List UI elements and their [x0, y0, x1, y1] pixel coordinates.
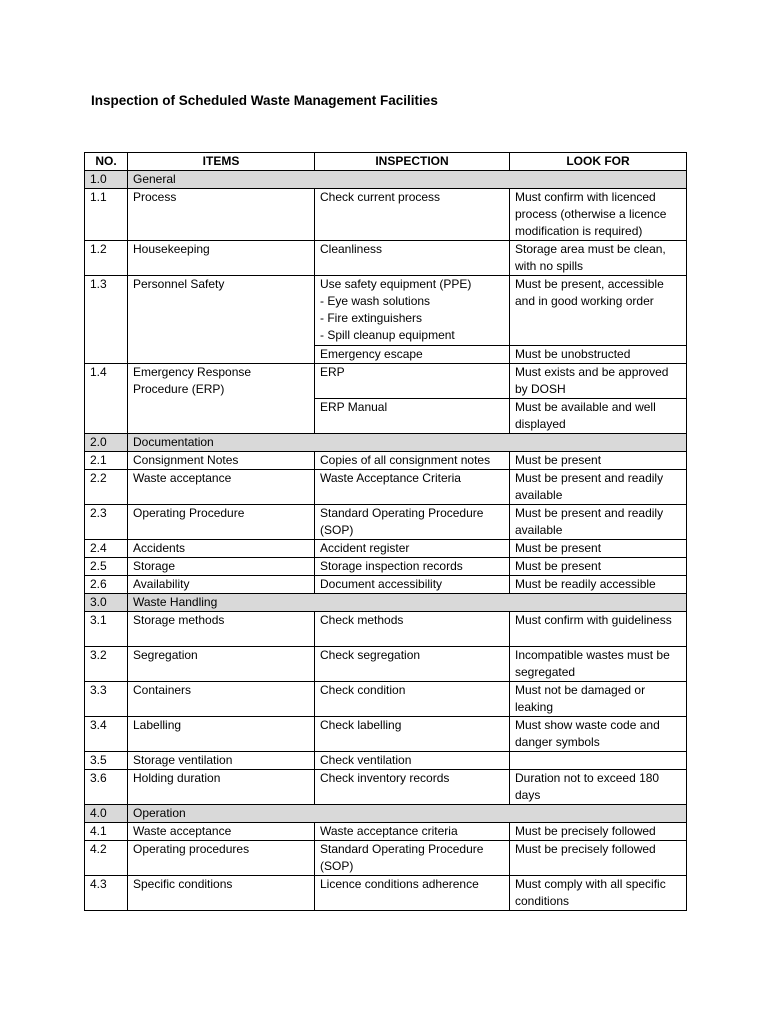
table-header-row	[85, 153, 687, 171]
section-number: 4.0	[85, 805, 128, 823]
row-item: Housekeeping	[128, 241, 315, 276]
table-row	[85, 647, 687, 682]
row-item: Storage methods	[128, 612, 315, 647]
row-inspection: Storage inspection records	[315, 558, 510, 576]
row-inspection: Licence conditions adherence	[315, 876, 510, 911]
row-number: 2.5	[85, 558, 128, 576]
table-row	[85, 452, 687, 470]
section-title: Documentation	[128, 434, 687, 452]
row-look-for: Incompatible wastes must be segregated	[510, 647, 687, 682]
header-inspection: INSPECTION	[315, 153, 510, 171]
table-row	[85, 841, 687, 876]
row-inspection: Check inventory records	[315, 770, 510, 805]
row-look-for: Must be present	[510, 452, 687, 470]
row-number: 4.1	[85, 823, 128, 841]
row-look-for: Must be precisely followed	[510, 823, 687, 841]
section-number: 2.0	[85, 434, 128, 452]
row-item: Operating Procedure	[128, 505, 315, 540]
table-row	[85, 189, 687, 241]
table-row	[85, 364, 687, 399]
row-item: Emergency Response Procedure (ERP)	[128, 364, 315, 434]
header-look-for: LOOK FOR	[510, 153, 687, 171]
row-number: 2.6	[85, 576, 128, 594]
section-row	[85, 805, 687, 823]
section-row	[85, 171, 687, 189]
row-inspection: Waste acceptance criteria	[315, 823, 510, 841]
row-number: 3.5	[85, 752, 128, 770]
row-number: 1.4	[85, 364, 128, 434]
table-row	[85, 717, 687, 752]
header-items: ITEMS	[128, 153, 315, 171]
row-look-for: Must exists and be approved by DOSH	[510, 364, 687, 399]
row-look-for: Must be readily accessible	[510, 576, 687, 594]
row-look-for: Must comply with all specific conditions	[510, 876, 687, 911]
row-item: Consignment Notes	[128, 452, 315, 470]
table-row	[85, 505, 687, 540]
row-look-for: Storage area must be clean, with no spills	[510, 241, 687, 276]
row-item: Process	[128, 189, 315, 241]
row-inspection: Cleanliness	[315, 241, 510, 276]
row-look-for: Must show waste code and danger symbols	[510, 717, 687, 752]
table-row	[85, 612, 687, 647]
row-item: Labelling	[128, 717, 315, 752]
inspection-table	[84, 152, 687, 911]
section-title: Waste Handling	[128, 594, 687, 612]
row-number: 4.3	[85, 876, 128, 911]
row-item: Operating procedures	[128, 841, 315, 876]
row-number: 3.6	[85, 770, 128, 805]
row-number: 2.3	[85, 505, 128, 540]
table-body	[85, 171, 687, 911]
row-inspection: Accident register	[315, 540, 510, 558]
table-row	[85, 823, 687, 841]
row-inspection: Document accessibility	[315, 576, 510, 594]
row-item: Segregation	[128, 647, 315, 682]
row-look-for: Must confirm with guideliness	[510, 612, 687, 647]
row-look-for: Must be precisely followed	[510, 841, 687, 876]
table-row	[85, 540, 687, 558]
row-inspection: ERP	[315, 364, 510, 399]
row-inspection: Check labelling	[315, 717, 510, 752]
header-no: NO.	[85, 153, 128, 171]
row-inspection: Use safety equipment (PPE) - Eye wash solutions - Fire extinguishers - Spill cleanup equipment	[315, 276, 510, 346]
row-look-for: Must be available and well displayed	[510, 399, 687, 434]
row-item: Personnel Safety	[128, 276, 315, 364]
row-number: 4.2	[85, 841, 128, 876]
row-number: 1.3	[85, 276, 128, 364]
row-number: 1.1	[85, 189, 128, 241]
section-number: 1.0	[85, 171, 128, 189]
section-row	[85, 434, 687, 452]
row-item: Availability	[128, 576, 315, 594]
row-look-for: Must be present and readily available	[510, 470, 687, 505]
row-inspection: Standard Operating Procedure (SOP)	[315, 505, 510, 540]
row-inspection: Emergency escape	[315, 346, 510, 364]
row-look-for: Must not be damaged or leaking	[510, 682, 687, 717]
row-item: Waste acceptance	[128, 470, 315, 505]
row-inspection: Standard Operating Procedure (SOP)	[315, 841, 510, 876]
row-number: 2.1	[85, 452, 128, 470]
table-row	[85, 241, 687, 276]
row-number: 3.1	[85, 612, 128, 647]
page-title: Inspection of Scheduled Waste Management Facilities	[91, 93, 438, 108]
row-look-for: Must be unobstructed	[510, 346, 687, 364]
row-number: 1.2	[85, 241, 128, 276]
table-row	[85, 876, 687, 911]
row-item: Containers	[128, 682, 315, 717]
row-inspection: Waste Acceptance Criteria	[315, 470, 510, 505]
row-inspection: Check condition	[315, 682, 510, 717]
table-row	[85, 682, 687, 717]
section-row	[85, 594, 687, 612]
row-number: 3.3	[85, 682, 128, 717]
row-item: Accidents	[128, 540, 315, 558]
row-inspection: Check segregation	[315, 647, 510, 682]
row-look-for: Must be present	[510, 540, 687, 558]
row-number: 2.4	[85, 540, 128, 558]
row-look-for: Duration not to exceed 180 days	[510, 770, 687, 805]
row-number: 2.2	[85, 470, 128, 505]
table-row	[85, 576, 687, 594]
table-row	[85, 770, 687, 805]
section-title: Operation	[128, 805, 687, 823]
row-item: Storage	[128, 558, 315, 576]
section-title: General	[128, 171, 687, 189]
row-number: 3.2	[85, 647, 128, 682]
row-item: Specific conditions	[128, 876, 315, 911]
table-row	[85, 558, 687, 576]
row-look-for: Must be present and readily available	[510, 505, 687, 540]
row-item: Waste acceptance	[128, 823, 315, 841]
row-inspection: Copies of all consignment notes	[315, 452, 510, 470]
row-inspection: ERP Manual	[315, 399, 510, 434]
row-inspection: Check methods	[315, 612, 510, 647]
section-number: 3.0	[85, 594, 128, 612]
table-row	[85, 276, 687, 346]
table-row	[85, 752, 687, 770]
row-look-for: Must be present, accessible and in good working order	[510, 276, 687, 346]
row-item: Holding duration	[128, 770, 315, 805]
row-look-for: Must be present	[510, 558, 687, 576]
row-number: 3.4	[85, 717, 128, 752]
row-inspection: Check ventilation	[315, 752, 510, 770]
row-inspection: Check current process	[315, 189, 510, 241]
table-row	[85, 470, 687, 505]
row-look-for: Must confirm with licenced process (otherwise a licence modification is required)	[510, 189, 687, 241]
row-item: Storage ventilation	[128, 752, 315, 770]
row-look-for	[510, 752, 687, 770]
